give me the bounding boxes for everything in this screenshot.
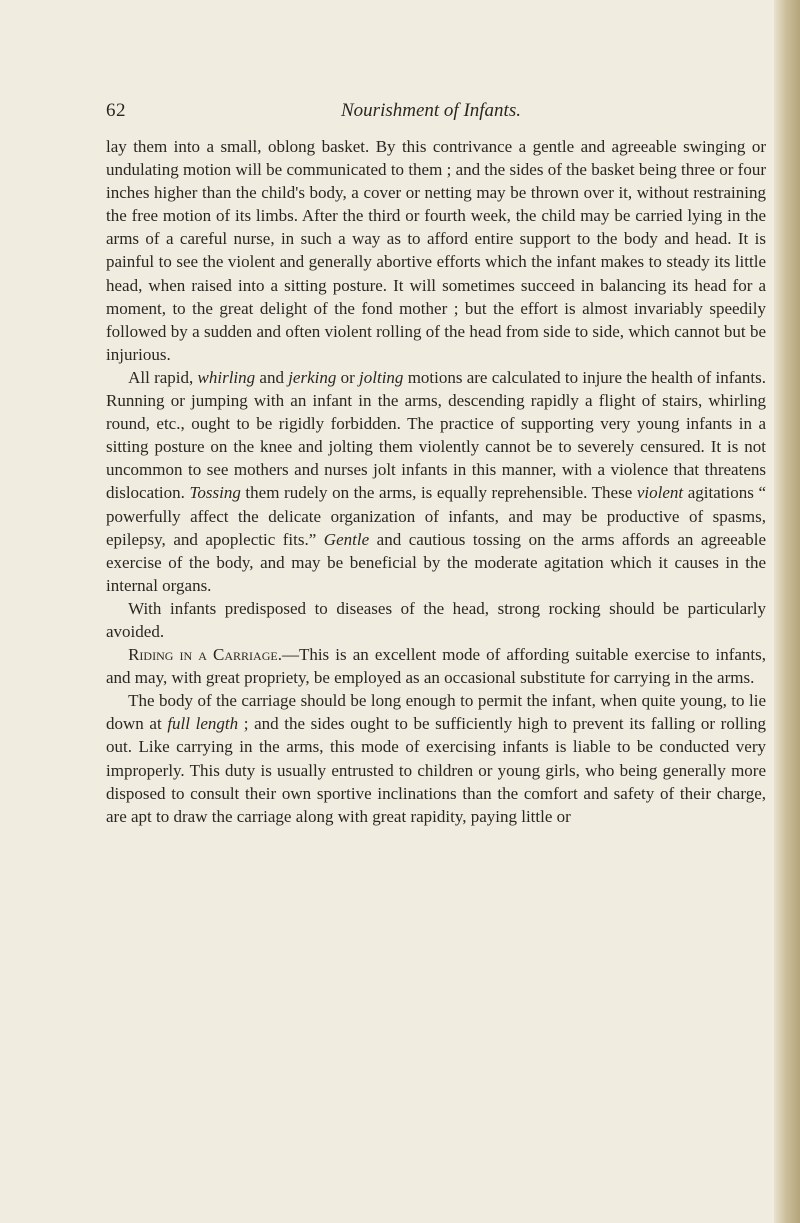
text-run: All rapid, <box>128 367 198 387</box>
emphasis-text: Tossing <box>189 483 241 503</box>
emphasis-text: violent <box>636 483 684 503</box>
body-text <box>106 135 766 828</box>
text-run: The body of the carriage should be long enough to permit the infant, when quite young, to lie down at <box>106 691 766 734</box>
text-run: With infants predisposed to diseases of the head, strong rocking should be particularly avoided. <box>106 598 766 641</box>
paragraph <box>106 366 766 597</box>
text-run: or <box>336 367 360 387</box>
text-run: agitations “ powerfully affect the delicate organization of infants, and may be productive of spasms, epilepsy, and apoplectic fits.” <box>106 483 766 549</box>
paragraph <box>106 135 766 366</box>
paragraph <box>106 643 766 689</box>
emphasis-text: jolting <box>359 367 404 387</box>
section-heading: Riding in a Carriage. <box>128 645 282 665</box>
text-run: motions are calculated to injure the health of infants. Running or jumping with an infant in the arms, descending rapidly a flight of stairs, whirling round, etc., ought to be rigidly forbidden. The practice of supporting very young infants in a sitting posture on the knee and jolting them violently cannot be to severely censured. It is not uncommon to see mothers and nurses jolt infants in this manner, with a violence that threatens dislocation. <box>106 367 767 503</box>
text-run: ; and the sides ought to be sufficiently high to prevent its falling or rolling out. Like carrying in the arms, this mode of exercising infants is liable to be conducted very improperly. This duty is usually entrusted to children or young girls, who being generally more disposed to consult their own sportive inclinations than the comfort and safety of their charge, are apt to draw the carriage along with great rapidity, paying little or <box>106 714 767 826</box>
paragraph <box>106 689 766 828</box>
text-run: and <box>255 367 289 387</box>
text-run: and cautious tossing on the arms affords an agreeable exercise of the body, and may be beneficial by the moderate agitation which it causes in the internal organs. <box>106 529 766 595</box>
running-title: Nourishment of Infants. <box>341 100 521 121</box>
emphasis-text: jerking <box>288 367 337 387</box>
text-run: them rudely on the arms, is equally reprehensible. These <box>240 483 637 503</box>
text-run: —This is an excellent mode of affording suitable exercise to infants, and may, with great propriety, be employed as an occasional substitute for carrying in the arms. <box>106 645 766 688</box>
page-number: 62 <box>106 100 126 121</box>
text-run: lay them into a small, oblong basket. By this contrivance a gentle and agreeable swinging or undulating motion will be communicated to them ; and the sides of the basket being three or four inches higher than the child's body, a cover or netting may be thrown over it, without restraining the free motion of its limbs. After the third or fourth week, the child may be carried lying in the arms of a careful nurse, in such a way as to afford entire support to the body and head. It is painful to see the violent and generally abortive efforts which the infant makes to steady its little head, when raised into a sitting posture. It will sometimes succeed in balancing its head for a moment, to the great delight of the fond mother ; but the effort is almost invariably speedily followed by a sudden and often violent rolling of the head from side to side, which cannot but be injurious. <box>106 137 766 364</box>
paragraph <box>106 597 766 643</box>
page-header <box>106 100 766 130</box>
emphasis-text: whirling <box>197 367 256 387</box>
book-page <box>106 100 766 828</box>
emphasis-text: Gentle <box>323 529 370 549</box>
emphasis-text: full length <box>167 714 239 734</box>
page-edge <box>774 0 800 1223</box>
